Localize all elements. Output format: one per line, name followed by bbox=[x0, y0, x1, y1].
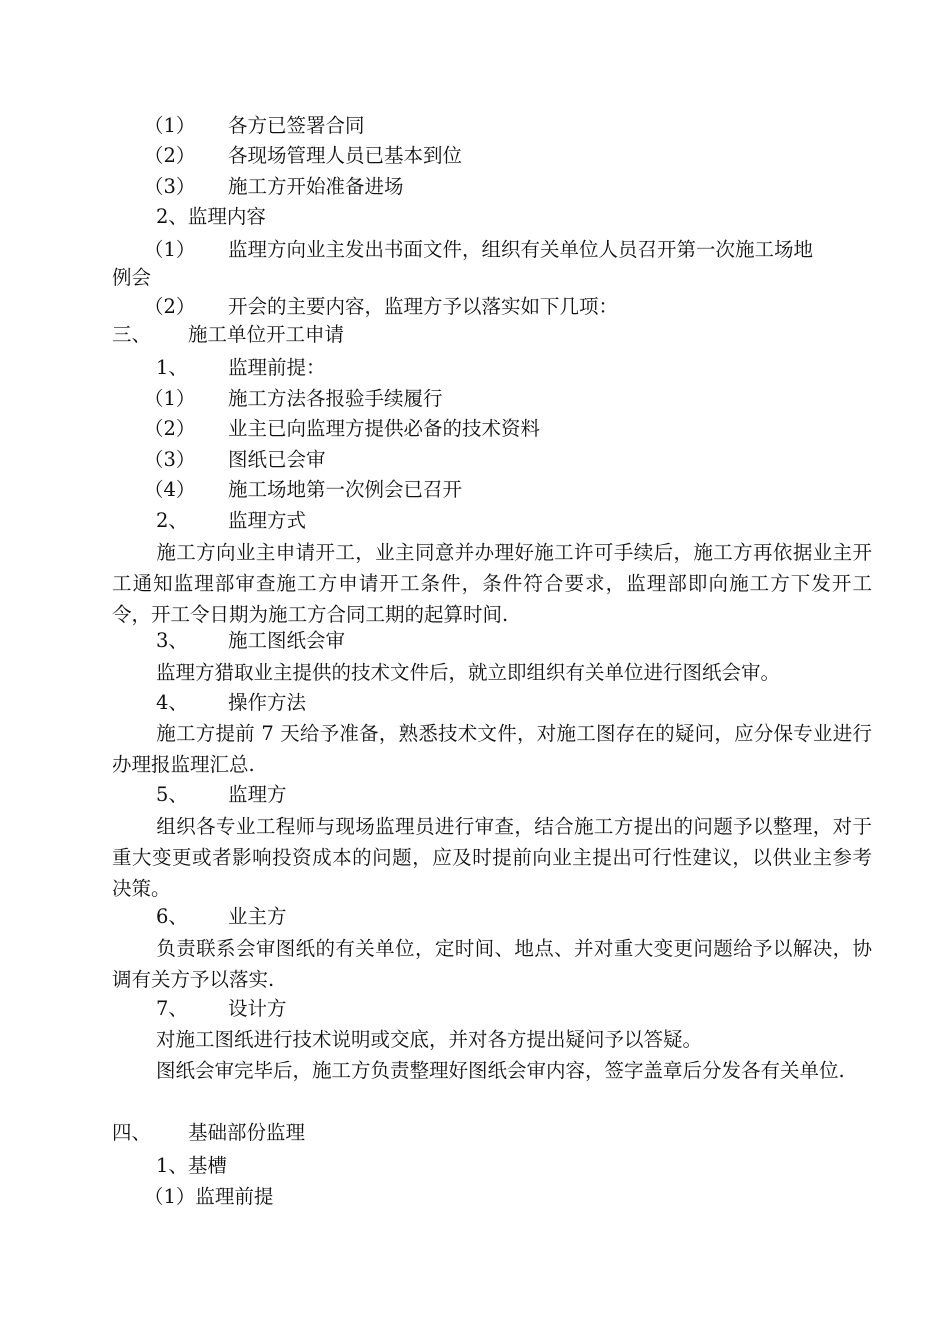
item-number: （2） bbox=[144, 417, 196, 440]
heading-text: 2、监理内容 bbox=[156, 205, 266, 228]
paragraph-text: 施工方向业主申请开工，业主同意并办理好施工许可手续后，施工方再依据业主开工通知监理部审查施工方申请开工条件，条件符合要求，监理部即向施工方下发开工令，开工令日期为施工方合同工期的起算时间. bbox=[112, 541, 872, 626]
item-number: （3） bbox=[144, 448, 196, 471]
item-number: （3） bbox=[144, 175, 196, 198]
chapter-title: 施工单位开工申请 bbox=[188, 323, 345, 346]
item-text: 各方已签署合同 bbox=[228, 114, 365, 137]
section-number: 1、 bbox=[156, 356, 188, 379]
item-text-wrap: 例会 bbox=[112, 266, 152, 289]
section-number: 6、 bbox=[156, 905, 188, 928]
item-number: （2） bbox=[144, 144, 196, 167]
body-paragraph bbox=[112, 718, 872, 780]
paragraph-text: 施工方提前 7 天给予准备，熟悉技术文件，对施工图存在的疑问，应分保专业进行办理报监理汇总. bbox=[112, 722, 872, 776]
item-text: 施工方法各报验手续履行 bbox=[228, 387, 443, 410]
item-text: 监理方向业主发出书面文件，组织有关单位人员召开第一次施工场地 bbox=[228, 238, 814, 261]
item-number: （1） bbox=[144, 238, 196, 261]
section-title: 1、基槽 bbox=[156, 1154, 227, 1177]
section-title: 施工图纸会审 bbox=[228, 629, 346, 652]
section-title: 操作方法 bbox=[228, 691, 307, 714]
item-text: 各现场管理人员已基本到位 bbox=[228, 144, 463, 167]
section-number: 7、 bbox=[156, 997, 188, 1020]
chapter-title: 基础部份监理 bbox=[188, 1121, 306, 1144]
section-title: 监理前提： bbox=[228, 356, 326, 379]
item-text: 施工方开始准备进场 bbox=[228, 175, 404, 198]
body-paragraph bbox=[112, 537, 872, 630]
section-title: 监理方 bbox=[228, 783, 287, 806]
item-number: （2） bbox=[144, 295, 196, 318]
body-paragraph bbox=[112, 811, 872, 904]
section-number: 4、 bbox=[156, 691, 188, 714]
paragraph-text: 图纸会审完毕后，施工方负责整理好图纸会审内容，签字盖章后分发各有关单位. bbox=[156, 1059, 845, 1082]
paragraph-text: 负责联系会审图纸的有关单位，定时间、地点、并对重大变更问题给予以解决，协调有关方予以落实. bbox=[112, 937, 872, 991]
body-paragraph bbox=[112, 1024, 872, 1055]
subsection-title: （1）监理前提 bbox=[144, 1185, 274, 1208]
item-text: 开会的主要内容，监理方予以落实如下几项： bbox=[228, 295, 619, 318]
body-paragraph bbox=[112, 657, 872, 688]
section-number: 3、 bbox=[156, 629, 188, 652]
item-text: 图纸已会审 bbox=[228, 448, 326, 471]
section-title: 业主方 bbox=[228, 905, 287, 928]
item-number: （1） bbox=[144, 387, 196, 410]
item-number: （1） bbox=[144, 114, 196, 137]
paragraph-text: 对施工图纸进行技术说明或交底，并对各方提出疑问予以答疑。 bbox=[156, 1028, 703, 1051]
section-number: 5、 bbox=[156, 783, 188, 806]
section-title: 监理方式 bbox=[228, 509, 307, 532]
body-paragraph bbox=[112, 933, 872, 995]
section-number: 2、 bbox=[156, 509, 188, 532]
chapter-number: 四、 bbox=[112, 1121, 152, 1144]
item-text: 施工场地第一次例会已召开 bbox=[228, 478, 463, 501]
paragraph-text: 组织各专业工程师与现场监理员进行审查，结合施工方提出的问题予以整理，对于重大变更或者影响投资成本的问题，应及时提前向业主提出可行性建议，以供业主参考决策。 bbox=[112, 815, 872, 900]
item-text: 业主已向监理方提供必备的技术资料 bbox=[228, 417, 541, 440]
chapter-number: 三、 bbox=[112, 323, 152, 346]
section-title: 设计方 bbox=[228, 997, 287, 1020]
item-number: （4） bbox=[144, 478, 196, 501]
body-paragraph bbox=[112, 1055, 872, 1086]
paragraph-text: 监理方猎取业主提供的技术文件后，就立即组织有关单位进行图纸会审。 bbox=[156, 661, 781, 684]
